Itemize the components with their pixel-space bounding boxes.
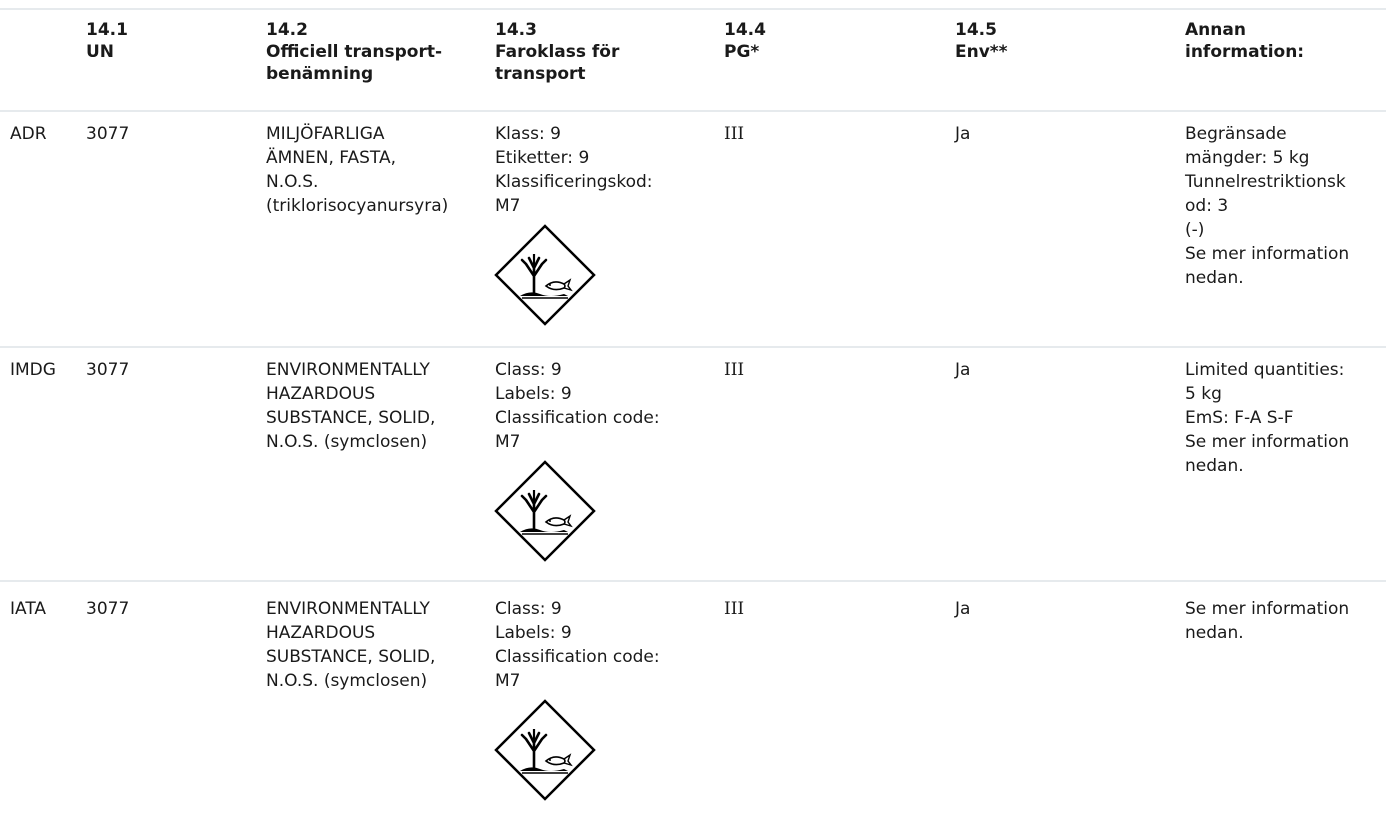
row-imdg-other: Limited quantities: 5 kg EmS: F-A S-F Se mer information nedan.: [1185, 360, 1350, 476]
row-adr-other: Begränsade mängder: 5 kg Tunnelrestriktionsk od: 3 (-) Se mer information nedan.: [1185, 124, 1350, 288]
row-imdg-mode: IMDG: [10, 360, 56, 380]
row-adr-env: Ja: [955, 124, 971, 144]
table-rule-row1: [0, 346, 1386, 348]
header-un: 14.1 UN: [86, 20, 128, 62]
table-rule-top: [0, 8, 1386, 10]
table-rule-header: [0, 110, 1386, 112]
header-shipping-name: 14.2 Officiell transport- benämning: [266, 20, 443, 84]
row-adr-name: MILJÖFARLIGA ÄMNEN, FASTA, N.O.S. (triklorisocyanursyra): [266, 124, 449, 216]
row-imdg-name: ENVIRONMENTALLY HAZARDOUS SUBSTANCE, SOLID, N.O.S. (symclosen): [266, 360, 436, 452]
environment-hazard-icon: [494, 224, 596, 326]
row-iata-pg: III: [724, 599, 745, 619]
environment-hazard-icon: [494, 699, 596, 801]
row-adr-mode: ADR: [10, 124, 47, 144]
row-iata-mode: IATA: [10, 599, 47, 619]
row-iata-name: ENVIRONMENTALLY HAZARDOUS SUBSTANCE, SOLID, N.O.S. (symclosen): [266, 599, 436, 691]
row-imdg-un: 3077: [86, 360, 130, 380]
row-imdg-class: Class: 9 Labels: 9 Classification code: M7: [495, 360, 660, 452]
header-packing-group: 14.4 PG*: [724, 20, 766, 62]
row-iata-env: Ja: [955, 599, 971, 619]
row-iata-class: Class: 9 Labels: 9 Classification code: M7: [495, 599, 660, 691]
header-hazard-class: 14.3 Faroklass för transport: [495, 20, 620, 84]
header-other-info: Annan information:: [1185, 20, 1305, 62]
row-iata-other: Se mer information nedan.: [1185, 599, 1350, 643]
environment-hazard-icon: [494, 460, 596, 562]
row-imdg-pg: III: [724, 360, 745, 380]
row-iata-un: 3077: [86, 599, 130, 619]
header-environment: 14.5 Env**: [955, 20, 1008, 62]
table-rule-row2: [0, 580, 1386, 582]
row-imdg-env: Ja: [955, 360, 971, 380]
row-adr-pg: III: [724, 124, 745, 144]
row-adr-un: 3077: [86, 124, 130, 144]
row-adr-class: Klass: 9 Etiketter: 9 Klassificeringskod: M7: [495, 124, 653, 216]
